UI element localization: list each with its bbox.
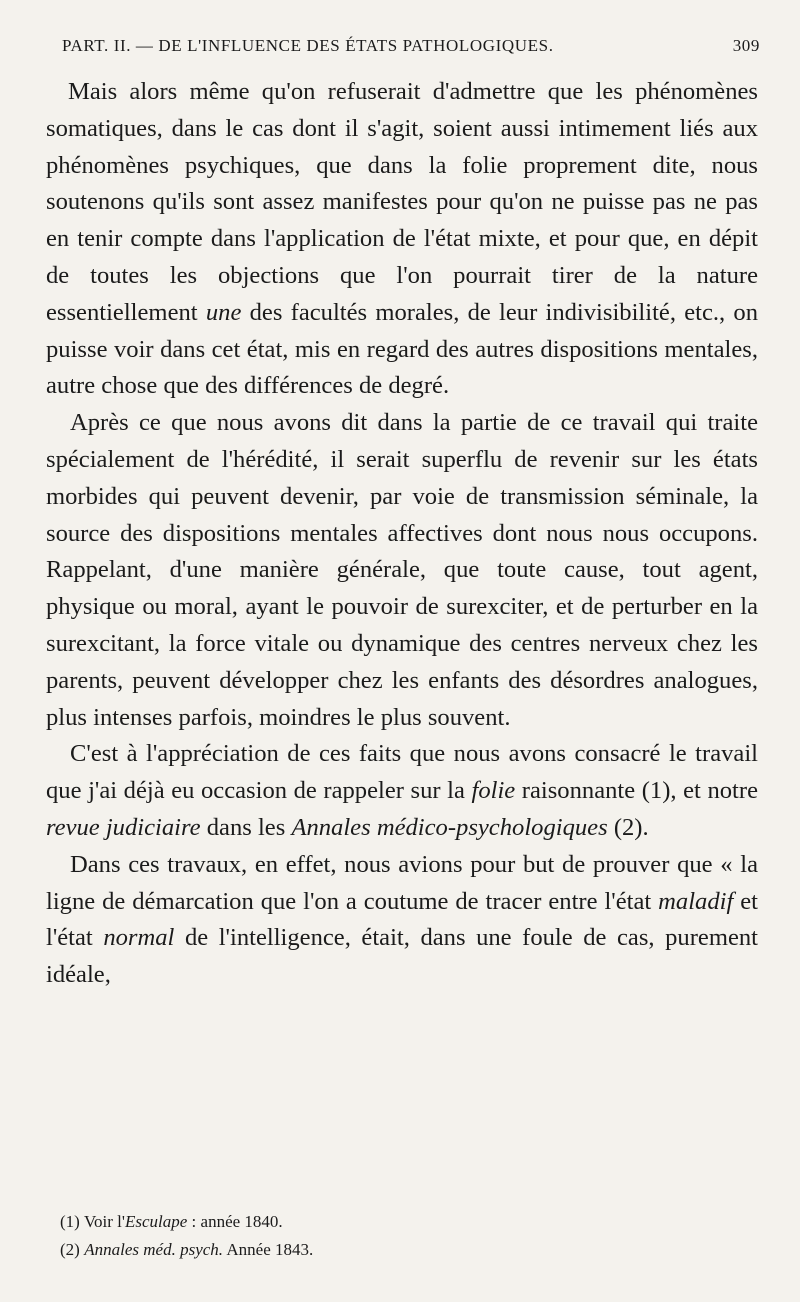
paragraph <box>46 736 758 846</box>
footnote <box>60 1236 760 1264</box>
text-run: Après ce que nous avons dit dans la partie de ce travail qui traite spécialement de l'hérédité, il serait superflu de revenir sur les états morbides qui peuvent devenir, par voie de transmission séminale, la source des dispositions mentales affectives dont nous nous occupons. Rappelant, d'une manière générale, que toute cause, tout agent, physique ou moral, ayant le pouvoir de surexciter, et de perturber en la surexcitant, la force vitale ou dynamique des centres nerveux chez les parents, peuvent développer chez les enfants des désordres analogues, plus intenses parfois, moindres le plus souvent. <box>46 409 758 731</box>
paragraph <box>46 74 758 405</box>
italic-run: maladif <box>658 887 734 915</box>
italic-run: une <box>205 298 242 326</box>
footnote <box>60 1208 760 1236</box>
running-head <box>62 36 760 56</box>
page-number: 309 <box>732 36 760 55</box>
paragraph <box>46 847 758 994</box>
body-text <box>46 74 758 994</box>
footnote-text: Voir l' <box>83 1212 125 1231</box>
text-run: Dans ces travaux, en effet, nous avions pour but de prouver que « la ligne de démarcation que l'on a coutume de tracer entre l'état <box>46 850 758 915</box>
footnote-number: (2) <box>60 1240 80 1259</box>
text-run: Mais alors même qu'on refuserait d'admettre que les phénomènes somatiques, dans le cas dont il s'agit, soient aussi intimement liés aux phénomènes psychiques, que dans la folie proprement dite, nous soutenons qu'ils sont assez manifestes pour qu'on ne puisse pas ne pas en tenir compte dans l'application de l'état mixte, et pour que, en dépit de toutes les objections que l'on pourrait tirer de la nature essentiellement <box>46 78 758 326</box>
text-run: dans les <box>200 813 292 841</box>
footnote-italic: Annales méd. psych. <box>84 1240 224 1259</box>
footnotes <box>60 1208 760 1264</box>
footnote-italic: Esculape <box>124 1212 188 1231</box>
italic-run: revue judiciaire <box>46 813 201 841</box>
text-run: et l'état <box>46 887 758 952</box>
italic-run: Annales médico-psychologiques <box>291 813 608 841</box>
text-run: raisonnante (1), et notre <box>515 777 758 805</box>
text-run: de l'intelligence, était, dans une foule de cas, purement idéale, <box>46 924 758 989</box>
running-title: PART. II. — DE L'INFLUENCE DES ÉTATS PATHOLOGIQUES. <box>62 36 554 55</box>
footnote-text: Année 1843. <box>223 1240 314 1259</box>
text-run: des facultés morales, de leur indivisibilité, etc., on puisse voir dans cet état, mis en regard des autres dispositions mentales, autre chose que des différences de degré. <box>46 298 759 400</box>
footnote-text: : année 1840. <box>187 1212 283 1231</box>
footnote-number: (1) <box>60 1212 80 1231</box>
text-run: C'est à l'appréciation de ces faits que nous avons consacré le travail que j'ai déjà eu occasion de rappeler sur la <box>46 740 758 805</box>
italic-run: folie <box>471 777 516 805</box>
italic-run: normal <box>103 924 175 952</box>
paragraph <box>46 405 758 736</box>
text-run: (2). <box>607 813 649 841</box>
